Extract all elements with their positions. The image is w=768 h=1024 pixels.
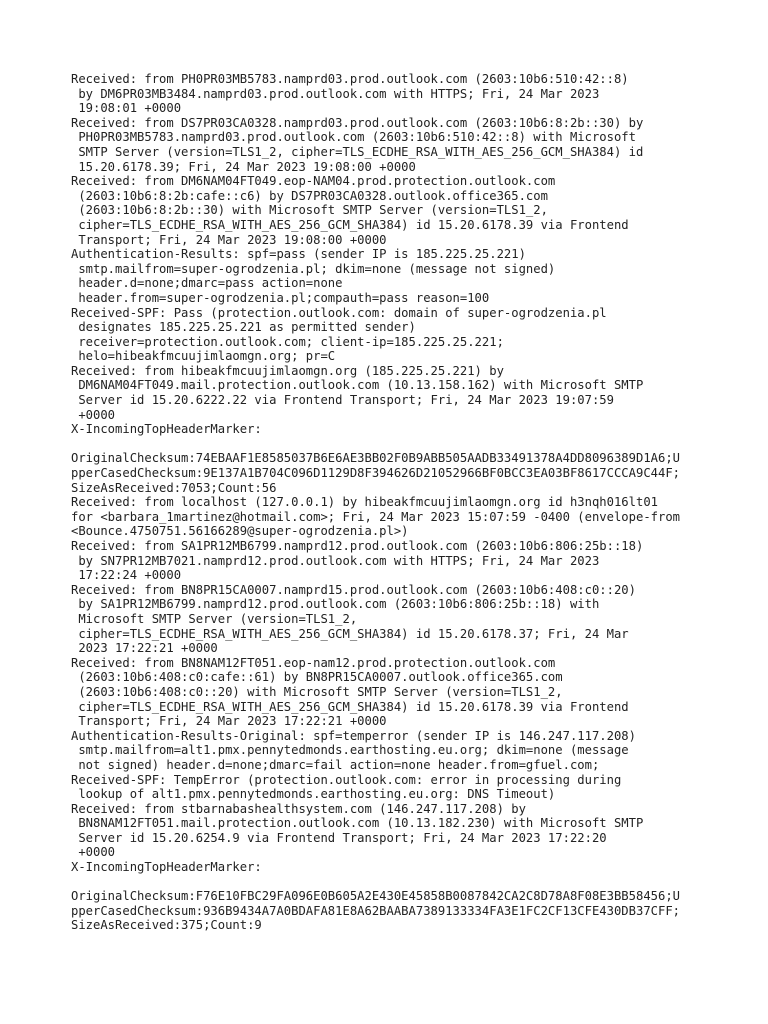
header-line: header.d=none;dmarc=pass action=none xyxy=(71,276,343,291)
header-line: 15.20.6178.39; Fri, 24 Mar 2023 19:08:00 +0000 xyxy=(71,159,416,174)
header-line: OriginalChecksum:74EBAAF1E8585037B6E6AE3BB02F0B9ABB505AADB33491378A4DD8096389D1A6;U xyxy=(71,451,681,466)
header-line: (2603:10b6:408:c0:cafe::61) by BN8PR15CA0007.outlook.office365.com xyxy=(71,670,563,685)
header-line: PH0PR03MB5783.namprd03.prod.outlook.com (2603:10b6:510:42::8) with Microsoft xyxy=(71,130,636,145)
header-line: (2603:10b6:408:c0::20) with Microsoft SMTP Server (version=TLS1_2, xyxy=(71,684,563,699)
header-line: not signed) header.d=none;dmarc=fail action=none header.from=gfuel.com; xyxy=(71,757,600,772)
header-line: OriginalChecksum:F76E10FBC29FA096E0B605A2E430E45858B0087842CA2C8D78A8F08E3BB58456;U xyxy=(71,889,681,904)
header-line: Received: from DM6NAM04FT049.eop-NAM04.prod.protection.outlook.com xyxy=(71,174,556,189)
header-line: Received-SPF: Pass (protection.outlook.com: domain of super-ogrodzenia.pl xyxy=(71,305,607,320)
header-line: Received: from stbarnabashealthsystem.com (146.247.117.208) by xyxy=(71,801,526,816)
header-line: <Bounce.4750751.56166289@super-ogrodzenia.pl>) xyxy=(71,524,409,539)
header-line: SizeAsReceived:375;Count:9 xyxy=(71,918,262,933)
header-line: (2603:10b6:8:2b::30) with Microsoft SMTP Server (version=TLS1_2, xyxy=(71,203,548,218)
header-line: +0000 xyxy=(71,845,116,860)
email-header-text xyxy=(71,72,711,933)
header-line: SMTP Server (version=TLS1_2, cipher=TLS_ECDHE_RSA_WITH_AES_256_GCM_SHA384) id xyxy=(71,144,644,159)
header-line: cipher=TLS_ECDHE_RSA_WITH_AES_256_GCM_SHA384) id 15.20.6178.39 via Frontend xyxy=(71,699,629,714)
header-line: cipher=TLS_ECDHE_RSA_WITH_AES_256_GCM_SHA384) id 15.20.6178.39 via Frontend xyxy=(71,217,629,232)
header-line: helo=hibeakfmcuujimlaomgn.org; pr=C xyxy=(71,349,336,364)
header-line: by DM6PR03MB3484.namprd03.prod.outlook.com with HTTPS; Fri, 24 Mar 2023 xyxy=(71,86,600,101)
header-line: pperCasedChecksum:936B9434A7A0BDAFA81E8A62BAABA7389133334FA3E1FC2CF13CFE430DB37CFF; xyxy=(71,903,681,918)
header-line: Received: from BN8PR15CA0007.namprd15.prod.outlook.com (2603:10b6:408:c0::20) xyxy=(71,582,636,597)
header-line xyxy=(71,437,711,452)
header-line xyxy=(71,875,711,890)
header-line: Received: from hibeakfmcuujimlaomgn.org (185.225.25.221) by xyxy=(71,363,504,378)
header-line: Received: from SA1PR12MB6799.namprd12.prod.outlook.com (2603:10b6:806:25b::18) xyxy=(71,539,644,553)
header-line: +0000 xyxy=(71,407,116,422)
header-line: lookup of alt1.pmx.pennytedmonds.earthosting.eu.org: DNS Timeout) xyxy=(71,787,556,802)
header-line: 2023 17:22:21 +0000 xyxy=(71,641,218,656)
header-line: 19:08:01 +0000 xyxy=(71,101,182,116)
header-line: (2603:10b6:8:2b:cafe::c6) by DS7PR03CA0328.outlook.office365.com xyxy=(71,188,548,203)
header-line: Server id 15.20.6222.22 via Frontend Transport; Fri, 24 Mar 2023 19:07:59 xyxy=(71,393,614,408)
header-line: header.from=super-ogrodzenia.pl;compauth=pass reason=100 xyxy=(71,290,490,305)
header-line: cipher=TLS_ECDHE_RSA_WITH_AES_256_GCM_SHA384) id 15.20.6178.37; Fri, 24 Mar xyxy=(71,626,629,641)
header-line: Received: from localhost (127.0.0.1) by hibeakfmcuujimlaomgn.org id h3nqh016lt01 xyxy=(71,495,658,510)
header-line: X-IncomingTopHeaderMarker: xyxy=(71,860,262,875)
header-line: pperCasedChecksum:9E137A1B704C096D1129D8F394626D21052966BF0BCC3EA03BF8617CCCA9C44F; xyxy=(71,466,681,481)
header-line: Transport; Fri, 24 Mar 2023 19:08:00 +0000 xyxy=(71,232,387,247)
header-line: Received: from BN8NAM12FT051.eop-nam12.prod.protection.outlook.com xyxy=(71,655,556,670)
header-line: X-IncomingTopHeaderMarker: xyxy=(71,422,262,437)
header-line: 17:22:24 +0000 xyxy=(71,568,182,583)
header-line: Received: from PH0PR03MB5783.namprd03.prod.outlook.com (2603:10b6:510:42::8) xyxy=(71,72,629,86)
header-line: DM6NAM04FT049.mail.protection.outlook.com (10.13.158.162) with Microsoft SMTP xyxy=(71,378,644,393)
header-line: receiver=protection.outlook.com; client-ip=185.225.25.221; xyxy=(71,334,504,349)
header-line: Microsoft SMTP Server (version=TLS1_2, xyxy=(71,611,358,626)
header-line: smtp.mailfrom=alt1.pmx.pennytedmonds.earthosting.eu.org; dkim=none (message xyxy=(71,743,629,758)
header-line: SizeAsReceived:7053;Count:56 xyxy=(71,480,277,495)
header-line: Authentication-Results-Original: spf=temperror (sender IP is 146.247.117.208) xyxy=(71,728,636,743)
header-line: Received-SPF: TempError (protection.outlook.com: error in processing during xyxy=(71,772,622,787)
header-line: designates 185.225.25.221 as permitted sender) xyxy=(71,320,416,335)
header-line: for <barbara_1martinez@hotmail.com>; Fri, 24 Mar 2023 15:07:59 -0400 (envelope-from xyxy=(71,509,681,524)
header-line: Server id 15.20.6254.9 via Frontend Transport; Fri, 24 Mar 2023 17:22:20 xyxy=(71,830,607,845)
header-line: Transport; Fri, 24 Mar 2023 17:22:21 +0000 xyxy=(71,714,387,729)
header-line: by SA1PR12MB6799.namprd12.prod.outlook.com (2603:10b6:806:25b::18) with xyxy=(71,597,600,612)
header-line: smtp.mailfrom=super-ogrodzenia.pl; dkim=none (message not signed) xyxy=(71,261,556,276)
header-line: Authentication-Results: spf=pass (sender IP is 185.225.25.221) xyxy=(71,247,526,262)
header-line: Received: from DS7PR03CA0328.namprd03.prod.outlook.com (2603:10b6:8:2b::30) by xyxy=(71,115,644,130)
header-line: by SN7PR12MB7021.namprd12.prod.outlook.com with HTTPS; Fri, 24 Mar 2023 xyxy=(71,553,600,568)
header-line: BN8NAM12FT051.mail.protection.outlook.com (10.13.182.230) with Microsoft SMTP xyxy=(71,816,644,831)
